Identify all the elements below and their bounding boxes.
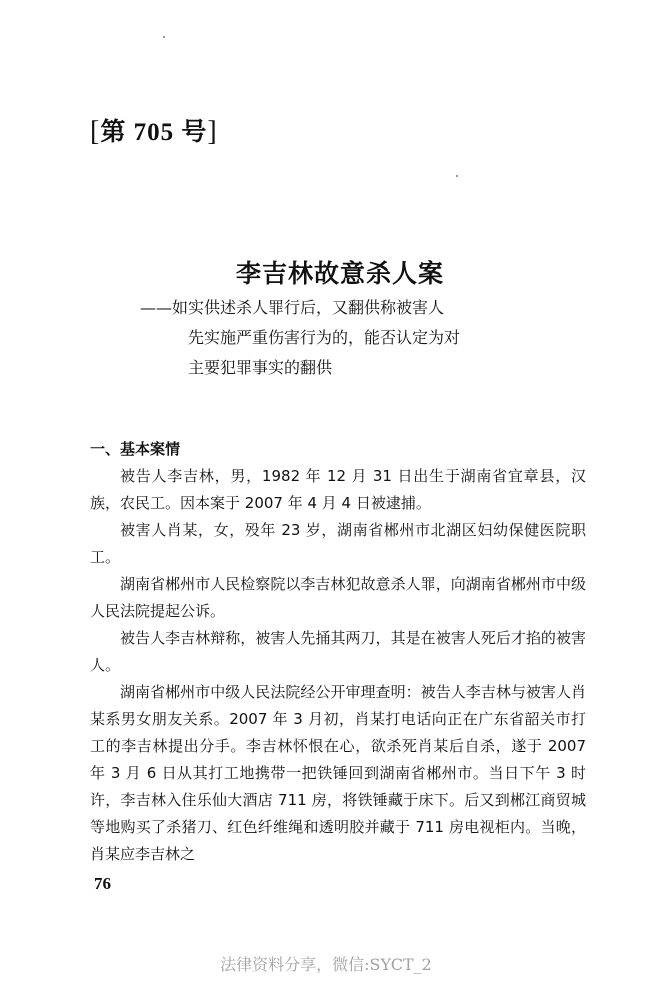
body-text bbox=[90, 436, 586, 868]
scan-speck bbox=[163, 36, 165, 38]
case-number bbox=[90, 112, 218, 148]
subtitle-line: 先实施严重伤害行为的，能否认定为对 bbox=[188, 328, 461, 347]
paragraph: 被告人李吉林，男，1982 年 12 月 31 日出生于湖南省宜章县，汉族，农民工。因本案于 2007 年 4 月 4 日被逮捕。 bbox=[90, 467, 586, 512]
page-flow bbox=[90, 436, 586, 976]
paragraph: 被害人肖某，女，殁年 23 岁，湖南省郴州市北湖区妇幼保健医院职工。 bbox=[90, 521, 586, 566]
section-heading: 一、基本案情 bbox=[90, 440, 181, 458]
page-number: 76 bbox=[94, 874, 111, 893]
subtitle-line: 主要犯罪事实的翻供 bbox=[188, 358, 333, 377]
paragraph: 湖南省郴州市人民检察院以李吉林犯故意杀人罪，向湖南省郴州市中级人民法院提起公诉。 bbox=[90, 575, 586, 620]
bracket-close: ] bbox=[207, 116, 218, 147]
case-subtitle bbox=[140, 293, 610, 383]
paragraph: 被告人李吉林辩称，被害人先捅其两刀，其是在被害人死后才掐的被害人。 bbox=[90, 629, 586, 674]
watermark: 法律资料分享，微信:SYCT_2 bbox=[220, 955, 432, 974]
scan-speck bbox=[456, 175, 458, 177]
case-number-text: 第 705 号 bbox=[100, 119, 208, 146]
bracket-open: [ bbox=[90, 116, 101, 147]
subtitle-line: ——如实供述杀人罪行后，又翻供称被害人 bbox=[140, 298, 445, 317]
paragraph: 湖南省郴州市中级人民法院经公开审理查明：被告人李吉林与被害人肖某系男女朋友关系。2007 年 3 月初，肖某打电话向正在广东省韶关市打工的李吉林提出分手。李吉林怀恨在心，欲杀死肖某后自杀，遂于 2007 年 3 月 6 日从其打工地携带一把铁锤回到湖南省郴州市。当日下午 3 时许，李吉林入住乐仙大酒店 711 房，将铁锤藏于床下。后又到郴江商贸城等地购买了杀猪刀、红色纤维绳和透明胶并藏于 711 房电视柜内。当晚，肖某应李吉林之 bbox=[90, 683, 586, 863]
case-title: 李吉林故意杀人案 bbox=[235, 259, 444, 288]
